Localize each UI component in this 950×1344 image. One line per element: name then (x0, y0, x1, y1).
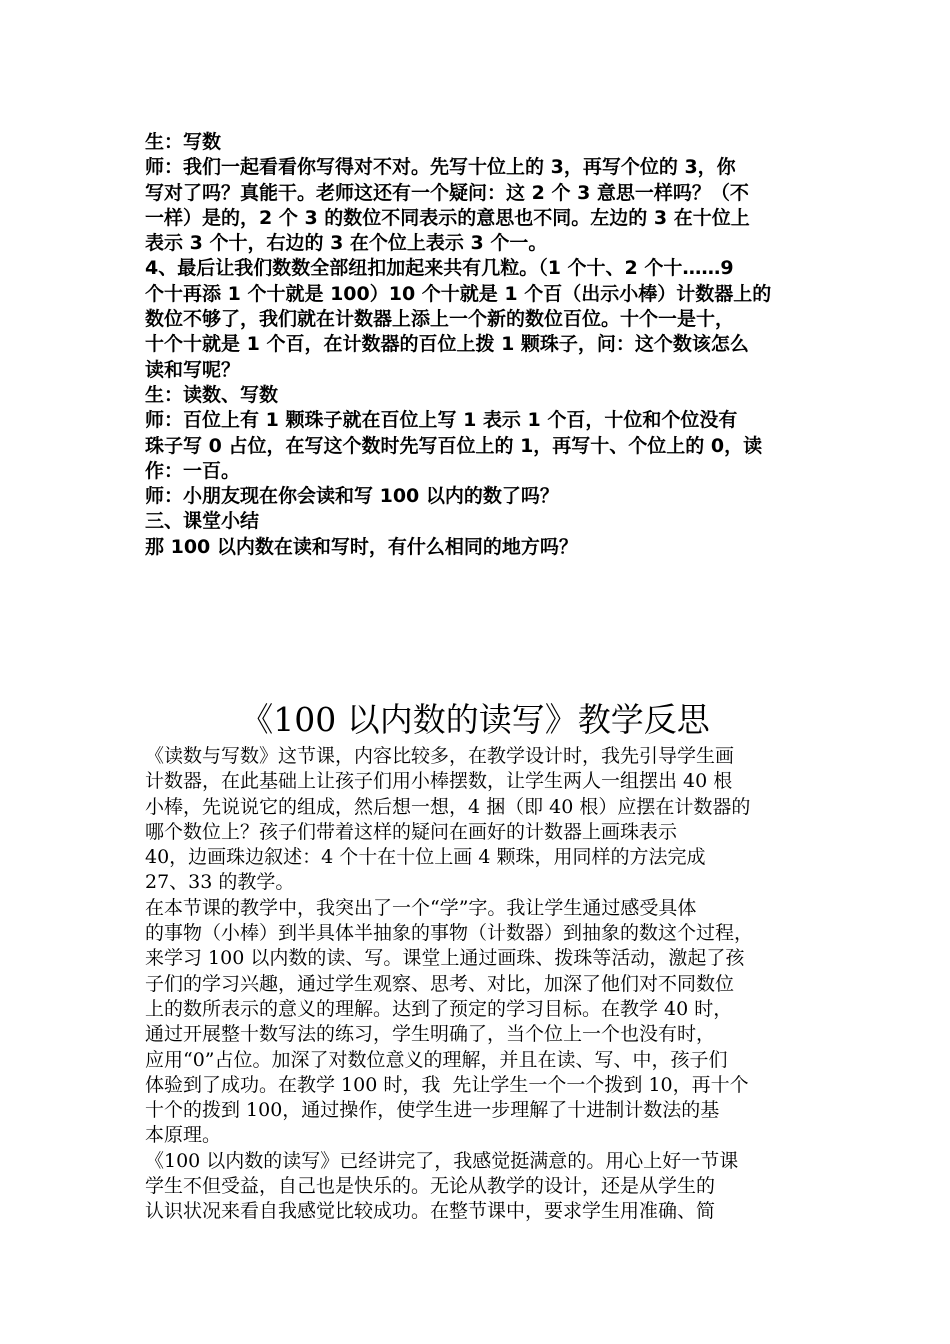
text-line: 读和写呢？ (145, 358, 241, 381)
text-line: 认识状况来看自我感觉比较成功。在整节课中，要求学生用准确、简 (145, 1200, 716, 1223)
text-line: 师：我们一起看看你写得对不对。先写十位上的 3，再写个位的 3，你 (145, 156, 736, 179)
text-line: 生：写数 (145, 131, 222, 153)
text-line: 珠子写 0 占位，在写这个数时先写百位上的 1，再写十、个位上的 0，读 (145, 434, 763, 457)
text-line: 生：读数、写数 (145, 383, 279, 406)
text-line: 个十再添 1 个十就是 100）10 个十就是 1 个百（出示小棒）计数器上的 (145, 282, 772, 305)
text-line: 上的数所表示的意义的理解。达到了预定的学习目标。在教学 40 时， (145, 997, 733, 1020)
reflection-body (145, 744, 810, 1225)
text-line: 体验到了成功。在教学 100 时，我 先让学生一个一个拨到 10，再十个 (145, 1073, 749, 1096)
lesson-transcript (145, 130, 810, 560)
text-line: 学生不但受益，自己也是快乐的。无论从教学的设计，还是从学生的 (145, 1175, 716, 1198)
text-line: 师：小朋友现在你会读和写 100 以内的数了吗？ (145, 485, 559, 508)
text-line: 写对了吗？真能干。老师这还有一个疑问：这 2 个 3 意思一样吗？（不 (145, 181, 749, 204)
text-line: 数位不够了，我们就在计数器上添上一个新的数位百位。十个一是十， (145, 308, 735, 331)
text-line: 在本节课的教学中，我突出了一个“学”字。我让学生通过感受具体 (145, 896, 697, 919)
text-line: 27、33 的教学。 (145, 871, 295, 894)
text-line: 应用“0”占位。加深了对数位意义的理解，并且在读、写、中，孩子们 (145, 1048, 728, 1071)
text-line: 40，边画珠边叙述：4 个十在十位上画 4 颗珠，用同样的方法完成 (145, 846, 706, 869)
text-line: 作：一百。 (145, 459, 241, 482)
text-line: 计数器，在此基础上让孩子们用小棒摆数，让学生两人一组摆出 40 根 (145, 770, 733, 793)
text-line: 《100 以内数的读写》已经讲完了，我感觉挺满意的。用心上好一节课 (145, 1149, 739, 1172)
text-line: 《读数与写数》这节课，内容比较多，在教学设计时，我先引导学生画 (145, 745, 735, 767)
text-line: 小棒，先说说它的组成，然后想一想，4 捆（即 40 根）应摆在计数器的 (145, 795, 751, 818)
text-line: 的事物（小棒）到半具体半抽象的事物（计数器）到抽象的数这个过程， (145, 922, 754, 945)
text-line: 师：百位上有 1 颗珠子就在百位上写 1 表示 1 个百，十位和个位没有 (145, 409, 738, 432)
text-line: 子们的学习兴趣，通过学生观察、思考、对比，加深了他们对不同数位 (145, 972, 735, 995)
text-line: 一样）是的，2 个 3 的数位不同表示的意思也不同。左边的 3 在十位上 (145, 206, 750, 229)
text-line: 哪个数位上？孩子们带着这样的疑问在画好的计数器上画珠表示 (145, 820, 678, 843)
text-line: 来学习 100 以内数的读、写。课堂上通过画珠、拨珠等活动，激起了孩 (145, 947, 745, 970)
section-heading: 三、课堂小结 (145, 510, 260, 533)
text-line: 十个的拨到 100，通过操作，使学生进一步理解了十进制计数法的基 (145, 1099, 720, 1122)
text-line: 通过开展整十数写法的练习，学生明确了，当个位上一个也没有时， (145, 1023, 716, 1046)
text-line: 十个十就是 1 个百，在计数器的百位上拨 1 颗珠子，问：这个数该怎么 (145, 333, 749, 356)
document-title: 《100 以内数的读写》教学反思 (240, 700, 710, 739)
text-line: 那 100 以内数在读和写时，有什么相同的地方吗？ (145, 535, 578, 558)
text-line: 本原理。 (145, 1124, 222, 1147)
text-line: 4、最后让我们数数全部纽扣加起来共有几粒。（1 个十、2 个十……9 (145, 257, 734, 280)
text-line: 表示 3 个十，右边的 3 在个位上表示 3 个一。 (145, 232, 548, 255)
